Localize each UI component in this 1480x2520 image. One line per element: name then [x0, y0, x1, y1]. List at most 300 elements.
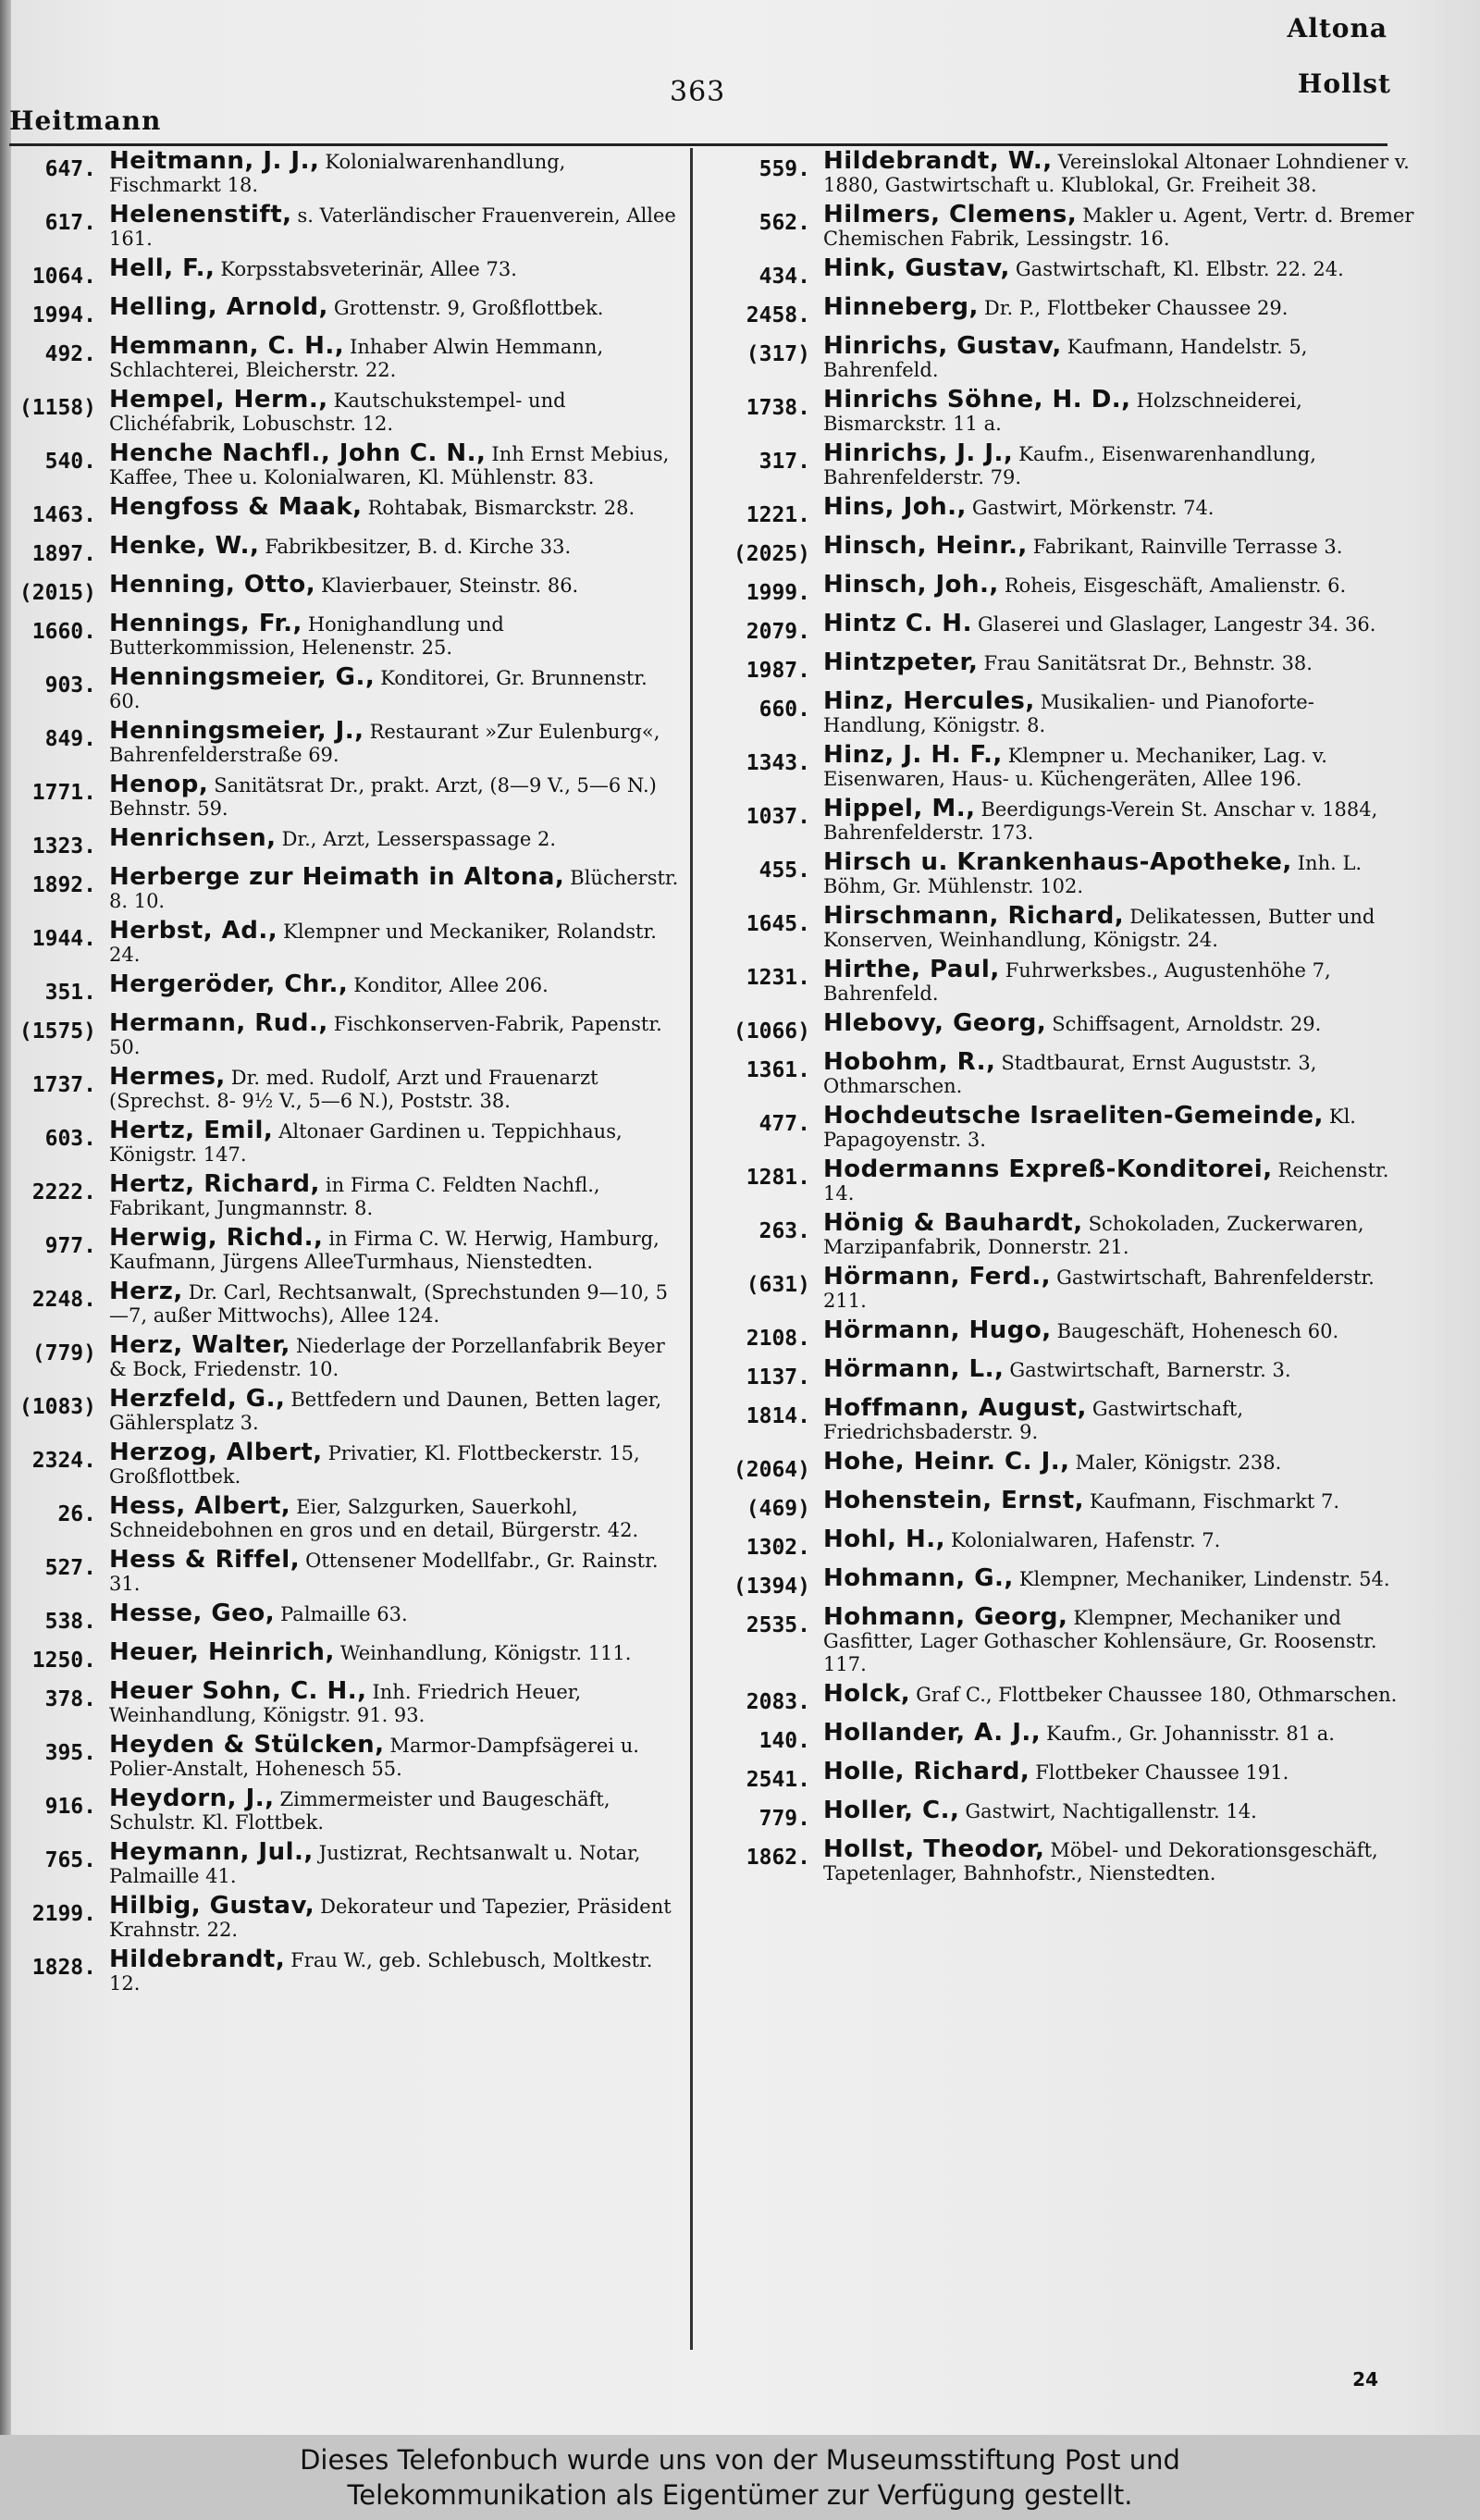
subscriber-name: Hesse, Geo,: [109, 1600, 276, 1627]
directory-entry: [7, 532, 683, 567]
subscriber-name: Hinz, Hercules,: [823, 687, 1035, 715]
subscriber-name: Hink, Gustav,: [823, 254, 1010, 282]
directory-entry: [703, 1048, 1415, 1098]
subscriber-name: Herberge zur Heimath in Altona,: [109, 863, 565, 891]
phone-number: 1897.: [31, 542, 96, 566]
directory-entry: [7, 1170, 683, 1220]
entry-body: [109, 663, 683, 713]
directory-entry: [703, 1355, 1415, 1390]
subscriber-name: Hohe, Heinr. C. J.,: [823, 1448, 1070, 1476]
directory-entry: [7, 663, 683, 713]
directory-entry: [7, 1787, 683, 1834]
subscriber-name: Hochdeutsche Israeliten-Gemeinde,: [823, 1102, 1324, 1130]
subscriber-details: Inh. L. Böhm, Gr. Mühlenstr. 102.: [823, 852, 1363, 897]
subscriber-details: Grottenstr. 9, Großflottbek.: [333, 297, 604, 319]
directory-entry: [703, 902, 1415, 952]
entry-body: [823, 1680, 1415, 1708]
phone-number: 351.: [44, 981, 96, 1005]
directory-entry: [703, 1680, 1415, 1715]
subscriber-details: Klempner, Mechaniker, Lindenstr. 54.: [1018, 1568, 1390, 1590]
entry-body: [823, 687, 1415, 737]
phone-number: 1892.: [31, 873, 96, 897]
subscriber-details: Beerdigungs-Verein St. Anschar v. 1884, Bahrenfelderstr. 173.: [823, 798, 1378, 844]
entry-body: [823, 386, 1415, 436]
phone-number: 660.: [758, 698, 810, 722]
subscriber-details: Inhaber Alwin Hemmann, Schlachterei, Bleicherstr. 22.: [109, 336, 604, 381]
entry-body: [823, 1102, 1415, 1152]
entry-body: [823, 1603, 1415, 1676]
phone-number: 263.: [758, 1219, 810, 1243]
phone-number: 2248.: [31, 1288, 96, 1312]
subscriber-name: Hinrichs Söhne, H. D.,: [823, 386, 1131, 414]
subscriber-details: Fuhrwerksbes., Augustenhöhe 7, Bahrenfeld.: [823, 959, 1331, 1005]
entry-body: [823, 150, 1415, 197]
subscriber-name: Hemmann, C. H.,: [109, 332, 345, 360]
directory-entry: [7, 717, 683, 767]
entry-body: [109, 332, 683, 382]
phone-number: (469): [746, 1497, 810, 1521]
phone-number: 140.: [758, 1729, 810, 1753]
phone-number: 647.: [44, 157, 96, 181]
directory-entry: [7, 571, 683, 606]
subscriber-details: Eier, Salzgurken, Sauerkohl, Schneidebohnen en gros und en detail, Bürgerstr. 42.: [109, 1496, 639, 1541]
subscriber-details: Möbel- und Dekorationsgeschäft, Tapetenlager, Bahnhofstr., Nienstedten.: [823, 1839, 1378, 1884]
subscriber-name: Heuer, Heinrich,: [109, 1638, 335, 1666]
subscriber-name: Hirsch u. Krankenhaus-Apotheke,: [823, 848, 1292, 876]
entry-body: [109, 1492, 683, 1542]
directory-entry: [703, 1835, 1415, 1885]
directory-entry: [703, 1009, 1415, 1044]
subscriber-name: Hohenstein, Ernst,: [823, 1487, 1085, 1514]
entry-body: [109, 1331, 683, 1381]
subscriber-name: Henke, W.,: [109, 532, 260, 560]
directory-entry: [7, 1063, 683, 1113]
phone-number: 2324.: [31, 1449, 96, 1473]
directory-entry: [703, 1603, 1415, 1676]
subscriber-details: Fabrikant, Rainville Terrasse 3.: [1032, 536, 1343, 558]
entry-body: [109, 386, 683, 436]
directory-entry: [7, 1546, 683, 1596]
phone-number: (1083): [18, 1395, 96, 1419]
phone-number: 2535.: [746, 1613, 810, 1637]
directory-entry: [7, 773, 683, 821]
directory-entry: [703, 1316, 1415, 1352]
entry-body: [109, 254, 683, 282]
phone-number: 1323.: [31, 834, 96, 859]
left-column: [7, 150, 683, 2389]
subscriber-details: Flottbeker Chaussee 191.: [1035, 1761, 1289, 1784]
directory-entry: [7, 1441, 683, 1489]
subscriber-details: Sanitätsrat Dr., prakt. Arzt, (8—9 V., 5—6 N.) Behnstr. 59.: [109, 774, 657, 820]
subscriber-details: Restaurant »Zur Eulenburg«, Bahrenfelderstraße 69.: [109, 721, 660, 766]
directory-entry: [703, 1209, 1415, 1259]
subscriber-details: Vereinslokal Altonaer Lohndiener v. 1880, Gastwirtschaft u. Klublokal, Gr. Freiheit 38.: [823, 151, 1410, 196]
phone-number: 455.: [758, 859, 810, 883]
directory-entry: [7, 150, 683, 197]
directory-entry: [7, 863, 683, 913]
entry-body: [109, 293, 683, 321]
entry-body: [823, 1263, 1415, 1313]
subscriber-name: Hempel, Herm.,: [109, 386, 328, 414]
subscriber-name: Herwig, Richd.,: [109, 1224, 324, 1252]
entry-body: [109, 863, 683, 913]
subscriber-details: Baugeschäft, Hohenesch 60.: [1056, 1320, 1339, 1342]
subscriber-details: Justizrat, Rechtsanwalt u. Notar, Palmaille 41.: [109, 1842, 641, 1887]
range-start-header: Heitmann: [9, 105, 162, 136]
directory-entry: [703, 1799, 1415, 1832]
subscriber-details: Delikatessen, Butter und Konserven, Weinhandlung, Königstr. 24.: [823, 906, 1375, 951]
subscriber-details: Holzschneiderei, Bismarckstr. 11 a.: [823, 389, 1302, 435]
entry-body: [109, 532, 683, 560]
entry-body: [109, 917, 683, 967]
phone-number: 1987.: [746, 659, 810, 683]
entry-body: [109, 1602, 683, 1626]
directory-entry: [703, 532, 1415, 567]
entry-body: [823, 1528, 1415, 1552]
phone-number: (2015): [18, 581, 96, 605]
subscriber-details: in Firma C. W. Herwig, Hamburg, Kaufmann, Jürgens AlleeTurmhaus, Nienstedten.: [109, 1228, 660, 1273]
entry-body: [109, 1119, 683, 1167]
subscriber-name: Hohmann, G.,: [823, 1564, 1014, 1592]
entry-body: [823, 1799, 1415, 1823]
subscriber-name: Hinsch, Heinr.,: [823, 532, 1028, 560]
phone-number: 1814.: [746, 1404, 810, 1428]
subscriber-name: Hinrichs, J. J.,: [823, 439, 1014, 467]
directory-entry: [703, 1760, 1415, 1793]
subscriber-name: Hilmers, Clemens,: [823, 201, 1078, 229]
entry-body: [823, 1489, 1415, 1513]
directory-entry: [7, 439, 683, 489]
subscriber-name: Hohmann, Georg,: [823, 1603, 1068, 1631]
subscriber-details: Fischkonserven-Fabrik, Papenstr. 50.: [109, 1013, 662, 1058]
directory-entry: [7, 917, 683, 967]
directory-entry: [7, 612, 683, 660]
entry-body: [823, 1760, 1415, 1785]
subscriber-details: Graf C., Flottbeker Chaussee 180, Othmarschen.: [916, 1684, 1398, 1706]
subscriber-details: Palmaille 63.: [280, 1603, 408, 1625]
entry-body: [823, 1355, 1415, 1383]
subscriber-name: Henrichsen,: [109, 824, 277, 852]
subscriber-name: Hirthe, Paul,: [823, 956, 1000, 983]
entry-body: [109, 1009, 683, 1059]
directory-entry: [703, 958, 1415, 1006]
subscriber-details: Maler, Königstr. 238.: [1075, 1451, 1282, 1474]
subscriber-details: Dr. P., Flottbeker Chaussee 29.: [983, 297, 1289, 319]
subscriber-details: Musikalien- und Pianoforte-Handlung, Königstr. 8.: [823, 691, 1314, 736]
directory-entry: [7, 493, 683, 528]
subscriber-details: Blücherstr. 8. 10.: [109, 867, 679, 912]
entry-body: [109, 773, 683, 821]
subscriber-details: Schokoladen, Zuckerwaren, Marzipanfabrik, Donnerstr. 21.: [823, 1213, 1364, 1258]
subscriber-name: Holck,: [823, 1680, 911, 1708]
phone-number: 559.: [758, 157, 810, 181]
phone-number: 378.: [44, 1687, 96, 1711]
subscriber-name: Herz,: [109, 1278, 183, 1305]
phone-number: 1645.: [746, 912, 810, 936]
entry-body: [823, 1009, 1415, 1037]
phone-number: (1158): [18, 396, 96, 420]
subscriber-name: Hollst, Theodor,: [823, 1835, 1045, 1863]
phone-number: 779.: [758, 1807, 810, 1831]
subscriber-details: Ottensener Modellfabr., Gr. Rainstr. 31.: [109, 1550, 659, 1595]
directory-entry: [703, 741, 1415, 791]
directory-entry: [703, 201, 1415, 251]
entry-body: [823, 493, 1415, 521]
phone-number: 1361.: [746, 1058, 810, 1082]
subscriber-name: Henning, Otto,: [109, 571, 316, 599]
phone-number: 1221.: [746, 503, 810, 527]
subscriber-details: Gastwirtschaft, Kl. Elbstr. 22. 24.: [1015, 258, 1344, 280]
entry-body: [823, 1048, 1415, 1098]
subscriber-details: Weinhandlung, Königstr. 111.: [339, 1642, 632, 1664]
subscriber-details: Zimmermeister und Baugeschäft, Schulstr. Kl. Flottbek.: [109, 1788, 610, 1834]
subscriber-details: Reichenstr. 14.: [823, 1159, 1389, 1204]
subscriber-name: Hess & Riffel,: [109, 1546, 301, 1574]
directory-entry: [703, 386, 1415, 436]
directory-entry: [703, 1564, 1415, 1600]
phone-number: (1575): [18, 1019, 96, 1044]
directory-entry: [7, 1280, 683, 1328]
subscriber-details: Frau Sanitätsrat Dr., Behnstr. 38.: [983, 652, 1313, 674]
subscriber-name: Hollander, A. J.,: [823, 1719, 1042, 1747]
directory-entry: [7, 1731, 683, 1781]
entry-body: [109, 1063, 683, 1113]
subscriber-details: s. Vaterländischer Frauenverein, Allee 161.: [109, 204, 676, 250]
directory-entry: [7, 1602, 683, 1635]
directory-entry: [7, 254, 683, 290]
entry-body: [823, 293, 1415, 321]
directory-entry: [703, 1448, 1415, 1483]
subscriber-name: Holle, Richard,: [823, 1758, 1030, 1785]
subscriber-details: Gastwirt, Nachtigallenstr. 14.: [965, 1800, 1257, 1822]
phone-number: 538.: [44, 1610, 96, 1634]
phone-number: 492.: [44, 342, 96, 366]
subscriber-details: Honighandlung und Butterkommission, Helenenstr. 25.: [109, 613, 504, 659]
subscriber-name: Holler, C.,: [823, 1797, 960, 1824]
subscriber-details: Klempner, Mechaniker und Gasfitter, Lager Gothascher Kohlensäure, Gr. Roosenstr. 117.: [823, 1607, 1377, 1675]
phone-number: (317): [746, 342, 810, 366]
entry-body: [823, 1448, 1415, 1476]
entry-body: [823, 332, 1415, 382]
subscriber-name: Hobohm, R.,: [823, 1048, 996, 1076]
entry-body: [823, 1719, 1415, 1747]
subscriber-details: Makler u. Agent, Vertr. d. Bremer Chemischen Fabrik, Lessingstr. 16.: [823, 204, 1414, 250]
entry-body: [109, 1948, 683, 1995]
phone-number: 2199.: [31, 1902, 96, 1926]
phone-number: 1281.: [746, 1166, 810, 1190]
footer-line-1: Dieses Telefonbuch wurde uns von der Museumsstiftung Post und: [300, 2444, 1180, 2476]
directory-entry: [703, 254, 1415, 290]
subscriber-name: Herzfeld, G.,: [109, 1385, 286, 1413]
subscriber-details: Glaserei und Glaslager, Langestr 34. 36.: [977, 613, 1376, 636]
subscriber-name: Henop,: [109, 771, 209, 798]
entry-body: [109, 150, 683, 197]
directory-entry: [703, 1155, 1415, 1205]
subscriber-name: Hinz, J. H. F.,: [823, 741, 1003, 769]
entry-body: [823, 1394, 1415, 1444]
directory-entry: [703, 1263, 1415, 1313]
page-number: 363: [670, 76, 726, 108]
directory-entry: [703, 612, 1415, 645]
phone-number: 2108.: [746, 1327, 810, 1351]
directory-entry: [703, 493, 1415, 528]
subscriber-name: Hess, Albert,: [109, 1492, 291, 1520]
subscriber-details: Konditor, Allee 206.: [353, 974, 549, 996]
subscriber-details: Kolonialwarenhandlung, Fischmarkt 18.: [109, 151, 566, 196]
entry-body: [823, 439, 1415, 489]
subscriber-name: Hell, F.,: [109, 254, 216, 282]
entry-body: [109, 493, 683, 521]
directory-entry: [703, 1528, 1415, 1561]
footer-notice: [0, 2435, 1480, 2520]
subscriber-name: Hirschmann, Richard,: [823, 902, 1125, 930]
directory-entry: [7, 1638, 683, 1674]
phone-number: 1037.: [746, 805, 810, 829]
entry-body: [109, 201, 683, 251]
subscriber-name: Heymann, Jul.,: [109, 1838, 314, 1866]
entry-body: [109, 970, 683, 998]
directory-entry: [7, 1838, 683, 1888]
subscriber-name: Hohl, H.,: [823, 1526, 945, 1553]
subscriber-name: Heuer Sohn, C. H.,: [109, 1677, 367, 1705]
subscriber-name: Hinrichs, Gustav,: [823, 332, 1062, 360]
subscriber-name: Hörmann, Hugo,: [823, 1316, 1052, 1344]
phone-number: 1250.: [31, 1649, 96, 1673]
subscriber-name: Hoffmann, August,: [823, 1394, 1087, 1422]
directory-entry: [703, 1394, 1415, 1444]
subscriber-details: Gastwirt, Mörkenstr. 74.: [971, 497, 1215, 519]
subscriber-details: Stadtbaurat, Ernst Auguststr. 3, Othmarschen.: [823, 1052, 1317, 1097]
phone-number: 2222.: [31, 1180, 96, 1204]
subscriber-details: Altonaer Gardinen u. Teppichhaus, Königstr. 147.: [109, 1120, 623, 1166]
phone-number: 2079.: [746, 620, 810, 644]
directory-entry: [7, 1331, 683, 1381]
phone-number: 395.: [44, 1741, 96, 1765]
entry-body: [823, 532, 1415, 560]
entry-body: [823, 1155, 1415, 1205]
entry-body: [823, 1209, 1415, 1259]
entry-body: [109, 717, 683, 767]
directory-entry: [7, 332, 683, 382]
subscriber-details: Kaufm., Gr. Johannisstr. 81 a.: [1046, 1723, 1335, 1745]
subscriber-name: Hennings, Fr.,: [109, 610, 302, 637]
subscriber-name: Hermann, Rud.,: [109, 1009, 328, 1037]
subscriber-name: Henningsmeier, J.,: [109, 717, 364, 745]
phone-number: 2458.: [746, 303, 810, 327]
directory-entry: [703, 293, 1415, 328]
entry-body: [109, 1731, 683, 1781]
subscriber-details: Klempner u. Mechaniker, Lag. v. Eisenwaren, Haus- u. Küchengeräten, Allee 196.: [823, 745, 1327, 790]
subscriber-details: Roheis, Eisgeschäft, Amalienstr. 6.: [1004, 574, 1347, 597]
entry-body: [823, 902, 1415, 952]
subscriber-details: Kl. Papagoyenstr. 3.: [823, 1106, 1356, 1151]
subscriber-details: Gastwirtschaft, Barnerstr. 3.: [1009, 1359, 1291, 1381]
directory-entry: [703, 150, 1415, 197]
subscriber-name: Hildebrandt,: [109, 1946, 286, 1973]
phone-number: (1066): [733, 1019, 810, 1044]
phone-number: 849.: [44, 727, 96, 751]
entry-body: [823, 848, 1415, 898]
subscriber-name: Hermes,: [109, 1063, 226, 1091]
subscriber-name: Helling, Arnold,: [109, 293, 328, 321]
phone-number: 903.: [44, 673, 96, 698]
right-column: [703, 150, 1415, 2389]
directory-entry: [703, 571, 1415, 606]
subscriber-name: Hertz, Richard,: [109, 1170, 320, 1198]
subscriber-name: Herbst, Ad.,: [109, 917, 278, 945]
entry-body: [109, 1677, 683, 1727]
phone-number: 1302.: [746, 1536, 810, 1560]
entry-body: [109, 824, 683, 852]
phone-number: 765.: [44, 1848, 96, 1872]
directory-entry: [703, 1489, 1415, 1522]
phone-number: (779): [31, 1341, 96, 1365]
subscriber-details: Marmor-Dampfsägerei u. Polier-Anstalt, Hohenesch 55.: [109, 1735, 639, 1780]
subscriber-details: in Firma C. Feldten Nachfl., Fabrikant, Jungmannstr. 8.: [109, 1174, 600, 1219]
subscriber-name: Herzog, Albert,: [109, 1439, 323, 1466]
subscriber-details: Kolonialwaren, Hafenstr. 7.: [951, 1529, 1221, 1551]
subscriber-name: Hintzpeter,: [823, 649, 979, 676]
subscriber-name: Hergeröder, Chr.,: [109, 970, 349, 998]
phone-number: 1994.: [31, 303, 96, 327]
entry-body: [823, 571, 1415, 599]
entry-body: [109, 1838, 683, 1888]
phone-number: 1999.: [746, 581, 810, 605]
entry-body: [823, 1564, 1415, 1592]
subscriber-name: Hönig & Bauhardt,: [823, 1209, 1083, 1237]
directory-entry: [703, 651, 1415, 684]
directory-entry: [7, 970, 683, 1006]
directory-entry: [7, 1224, 683, 1274]
phone-number: 434.: [758, 265, 810, 289]
phone-number: 1137.: [746, 1365, 810, 1390]
phone-number: 1231.: [746, 966, 810, 990]
directory-entry: [703, 848, 1415, 898]
phone-number: 26.: [57, 1502, 96, 1526]
phone-number: (1394): [733, 1575, 810, 1599]
entry-body: [109, 1441, 683, 1489]
subscriber-name: Hörmann, L.,: [823, 1355, 1005, 1383]
entry-body: [823, 1835, 1415, 1885]
phone-number: 317.: [758, 450, 810, 474]
subscriber-details: Gastwirtschaft, Bahrenfelderstr. 211.: [823, 1266, 1375, 1312]
directory-entry: [703, 1719, 1415, 1754]
phone-number: 540.: [44, 450, 96, 474]
phone-number: 1064.: [31, 265, 96, 289]
subscriber-name: Heyden & Stülcken,: [109, 1731, 385, 1759]
directory-entry: [7, 824, 683, 859]
phone-number: 477.: [758, 1112, 810, 1136]
entry-body: [823, 1316, 1415, 1344]
directory-entry: [7, 386, 683, 436]
footer-line-2: Telekommunikation als Eigentümer zur Verfügung gestellt.: [347, 2479, 1133, 2511]
directory-entry: [7, 1677, 683, 1727]
entry-body: [823, 612, 1415, 636]
phone-number: 1944.: [31, 927, 96, 951]
phone-number: 562.: [758, 211, 810, 235]
entry-body: [109, 1892, 683, 1942]
subscriber-name: Heitmann, J. J.,: [109, 150, 320, 175]
region-header: Altona: [1287, 13, 1388, 43]
directory-entry: [703, 332, 1415, 382]
subscriber-name: Hodermanns Expreß-Konditorei,: [823, 1155, 1273, 1183]
entry-body: [823, 958, 1415, 1006]
entry-body: [109, 612, 683, 660]
subscriber-details: Korpsstabsveterinär, Allee 73.: [220, 258, 517, 280]
directory-entry: [7, 1009, 683, 1059]
subscriber-name: Hildebrandt, W.,: [823, 150, 1053, 175]
phone-number: 1737.: [31, 1073, 96, 1097]
